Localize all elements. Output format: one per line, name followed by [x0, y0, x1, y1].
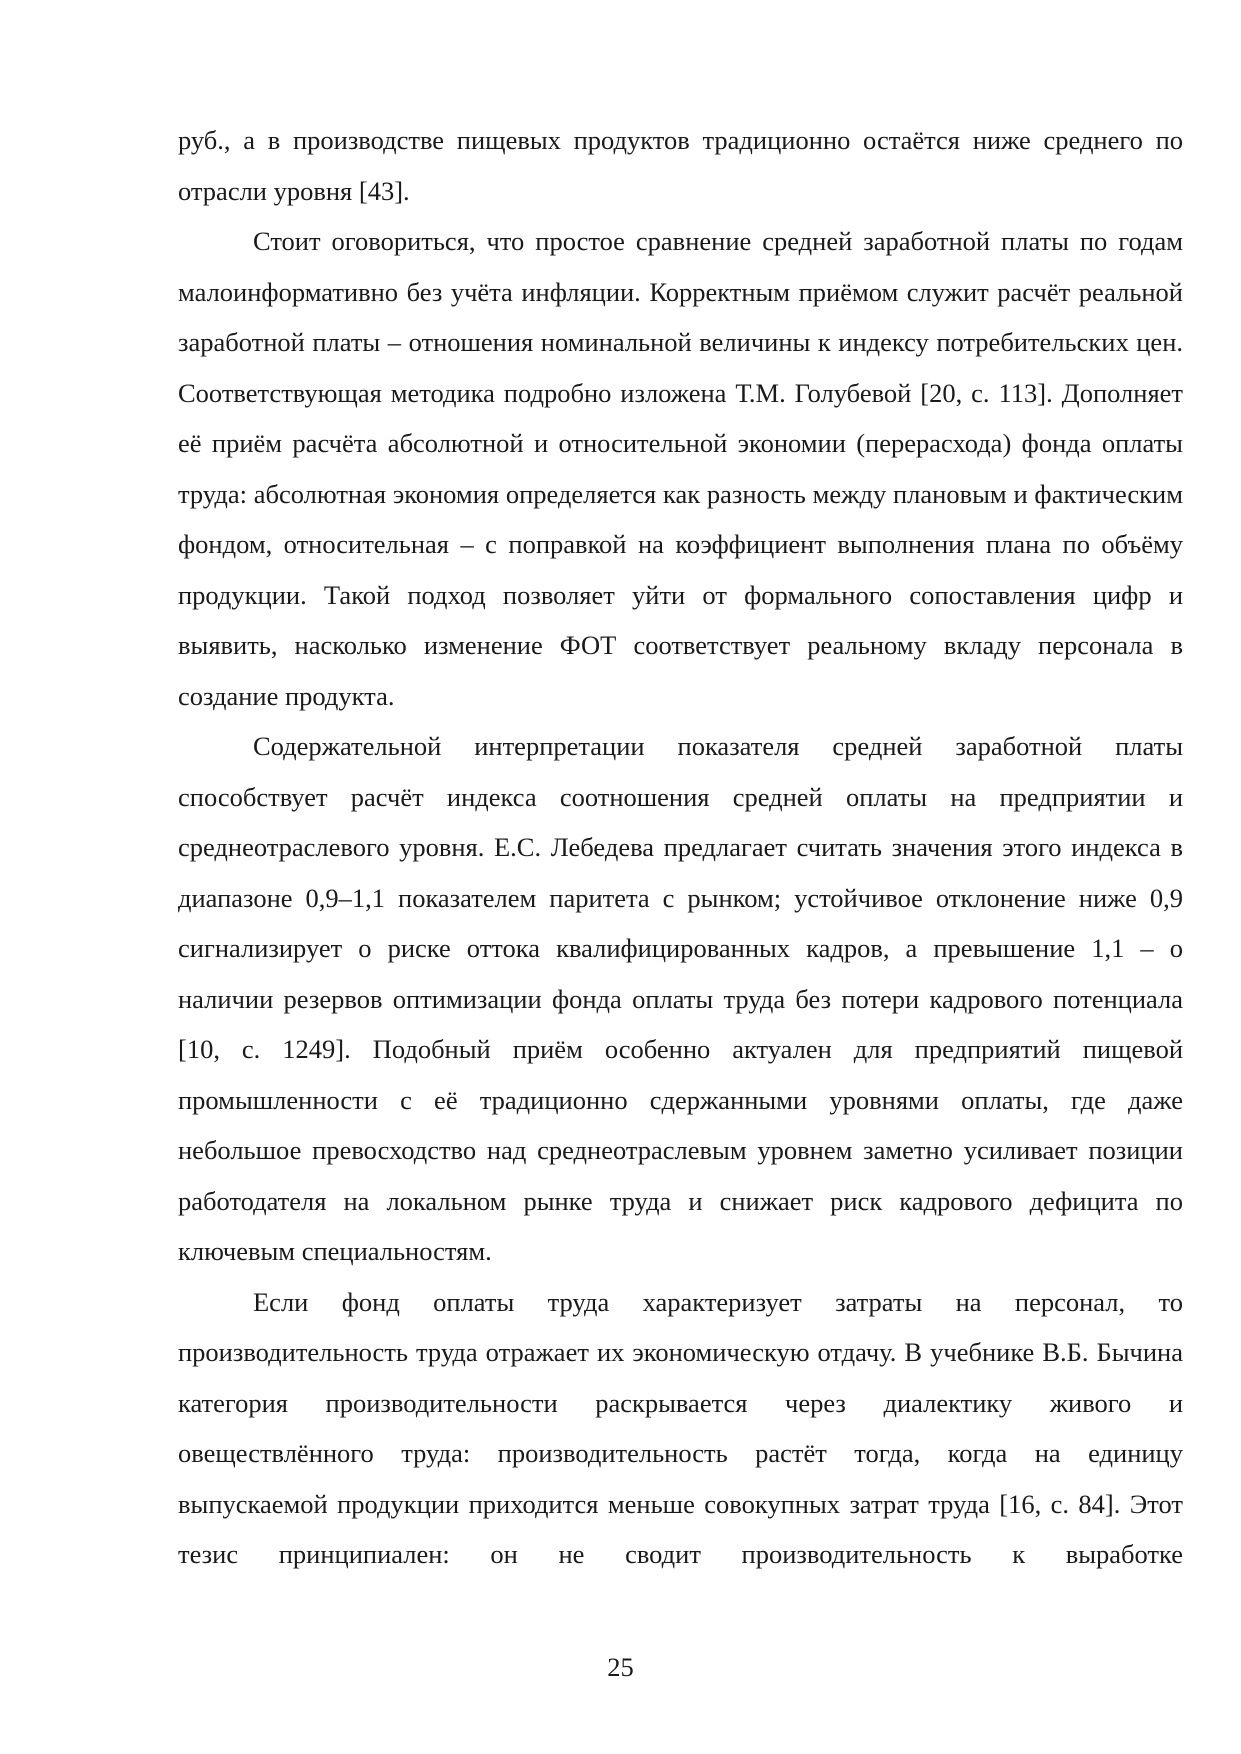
paragraph-wage-index: Содержательной интерпретации показателя средней заработной платы способствует расчёт индекса соотношения средней оплаты на предприятии и среднеотраслевого уровня. Е.С. Лебедева предлагает считать значения этого индекса в диапазоне 0,9–1,1 показателем паритета с рынком; устойчивое отклонение ниже 0,9 сигнализирует о риске оттока квалифицированных кадров, а превышение 1,1 – о наличии резервов оптимизации фонда оплаты труда без потери кадрового потенциала [10, с. 1249]. Подобный приём особенно актуален для предприятий пищевой промышленности с её традиционно сдержанными уровнями оплаты, где даже небольшое превосходство над среднеотраслевым уровнем заметно усиливает позиции работодателя на локальном рынке труда и снижает риск кадрового дефицита по ключевым специальностям. [178, 731, 1183, 1266]
paragraph-real-wage: Стоит оговориться, что простое сравнение средней заработной платы по годам малоинформативно без учёта инфляции. Корректным приёмом служит расчёт реальной заработной платы – отношения номинальной величины к индексу потребительских цен. Соответствующая методика подробно изложена Т.М. Голубевой [20, с. 113]. Дополняет её приём расчёта абсолютной и относительной экономии (перерасхода) фонда оплаты труда: абсолютная экономия определяется как разность между плановым и фактическим фондом, относительная – с поправкой на коэффициент выполнения плана по объёму продукции. Такой подход позволяет уйти от формального сопоставления цифр и выявить, насколько изменение ФОТ соответствует реальному вкладу персонала в создание продукта. [178, 226, 1183, 711]
paragraph-productivity: Если фонд оплаты труда характеризует затраты на персонал, то производительность труда отражает их экономическую отдачу. В учебнике В.Б. Бычина категория производительности раскрывается через диалектику живого и овеществлённого труда: производительность растёт тогда, когда на единицу выпускаемой продукции приходится меньше совокупных затрат труда [16, с. 84]. Этот тезис принципиален: он не сводит производительность к выработке [178, 1286, 1183, 1569]
body-text [178, 115, 1183, 1580]
paragraph-continuation: руб., а в производстве пищевых продуктов традиционно остаётся ниже среднего по отрасли уровня [43]. [178, 125, 1183, 206]
page-number: 25 [607, 1652, 634, 1682]
